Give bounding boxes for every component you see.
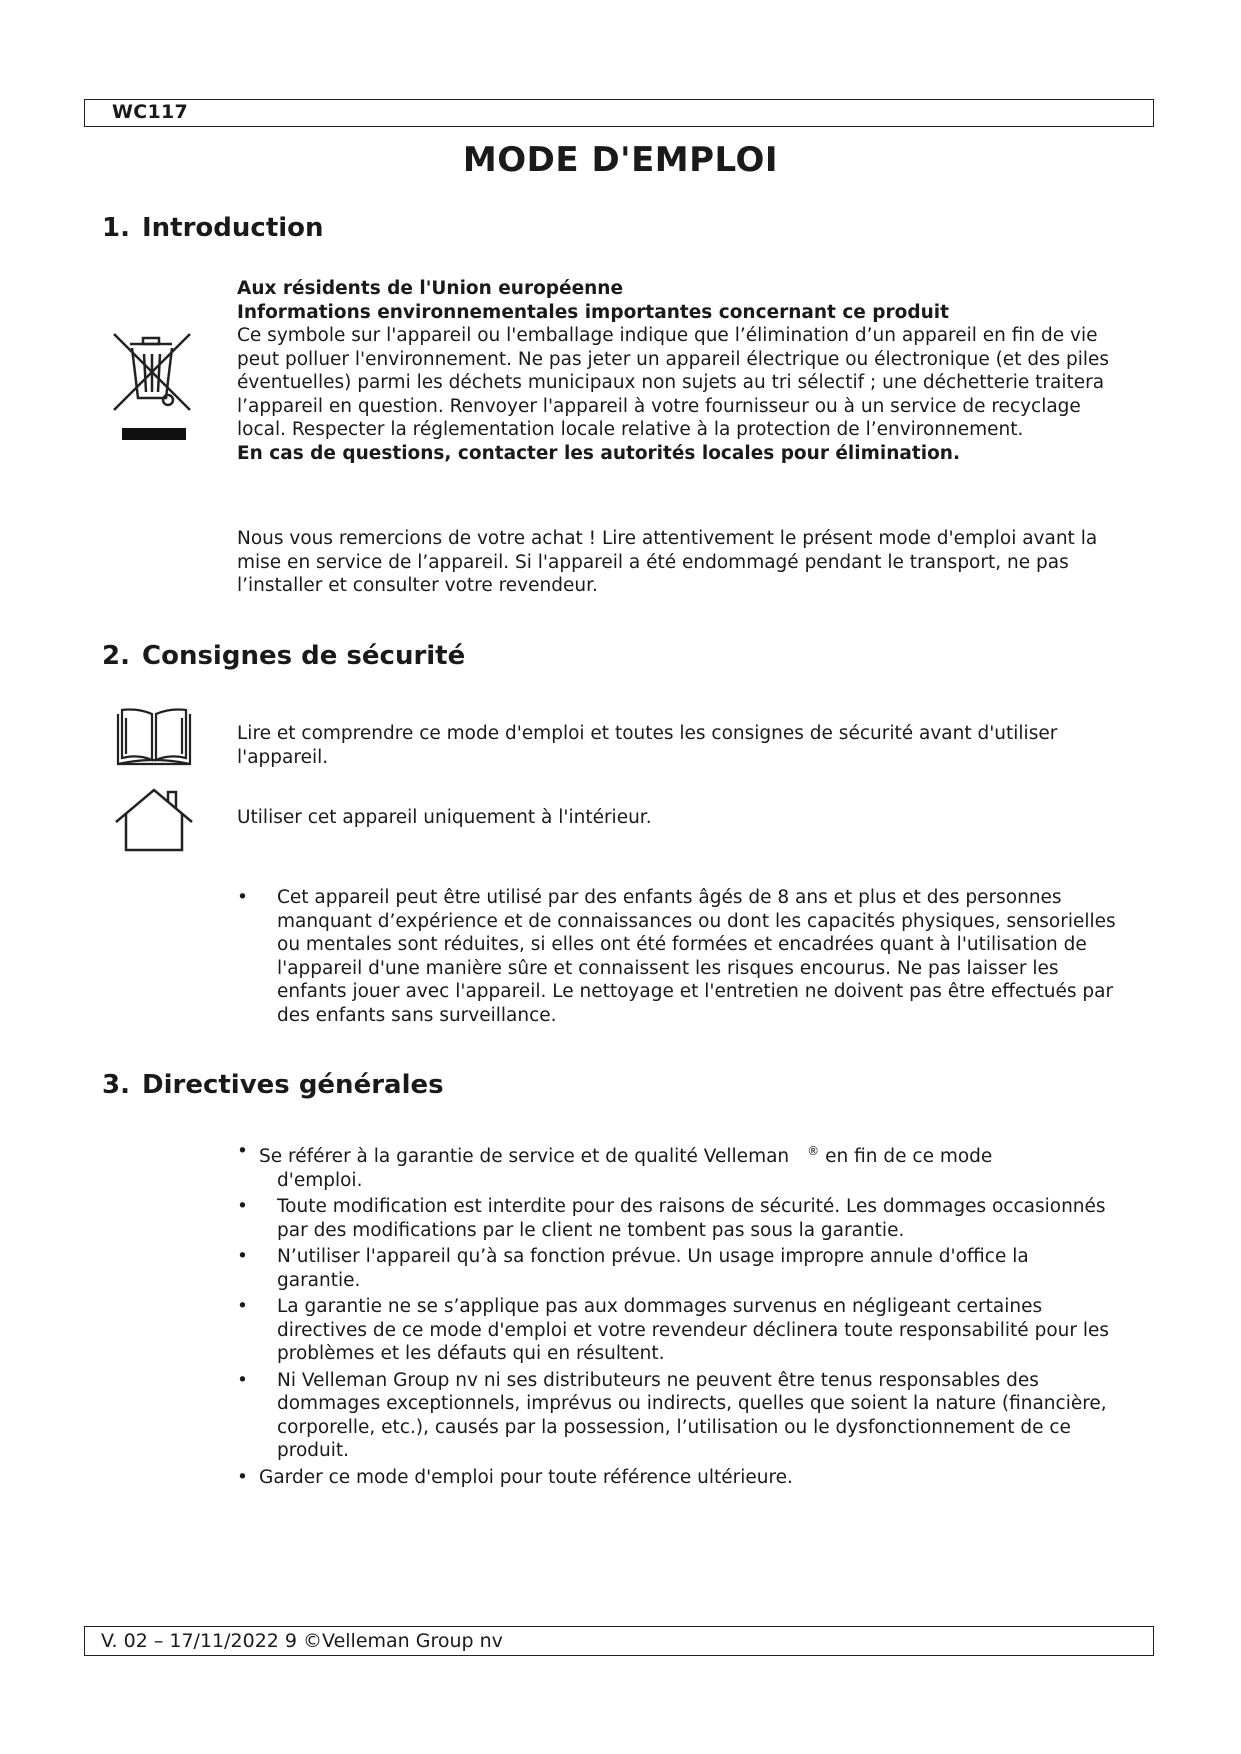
section-heading-general [102,1070,444,1100]
read-manual-text: Lire et comprendre ce mode d'emploi et toutes les consignes de sécurité avant d'utiliser l'appareil. [237,723,1058,768]
list-item [237,886,1117,1027]
indoor-house-icon [112,786,196,854]
section-heading-introduction [102,213,324,243]
bullet-icon: • [237,1141,248,1162]
page-title: MODE D'EMPLOI [462,140,779,180]
section-number: 2. [102,641,130,671]
bullet-icon: • [237,1196,248,1218]
list-item [237,1140,1117,1192]
bullet-icon: • [237,1466,248,1488]
bullet-icon: • [237,1246,248,1268]
keep-manual-text: Garder ce mode d'emploi pour toute référence ultérieure. [259,1466,793,1488]
thanks-text: Nous vous remercions de votre achat ! Lire attentivement le présent mode d'emploi avant la mise en service de l’appareil. Si l'appareil a été endommagé pendant le transport, ne pas l’installer et consulter votre revendeur. [237,528,1098,596]
guarantee-text-start: Se référer à la garantie de service et de qualité Velleman [259,1146,790,1168]
guarantee-text-end: en fin de ce mode [825,1146,993,1168]
model-code: WC117 [112,101,189,123]
bullet-icon: • [237,1369,248,1391]
section-number: 1. [102,213,130,243]
bullet-icon: • [237,1296,248,1318]
read-manual-paragraph [237,722,1117,769]
usage-text: N’utiliser l'appareil qu’à sa fonction prévue. Un usage impropre annule d'office la garantie. [277,1246,1029,1291]
list-item [237,1245,1117,1292]
eu-residents-title: Aux résidents de l'Union européenne [237,278,624,299]
section-title: Introduction [142,213,324,243]
questions-text: En cas de questions, contacter les autorités locales pour élimination. [237,442,960,464]
environment-text: Ce symbole sur l'appareil ou l'emballage indique que l’élimination d’un appareil en fin de vie peut polluer l'environnement. Ne pas jeter un appareil électrique ou électronique (et des piles éventuelles) parmi les déchets municipaux non sujets au tri sélectif ; une déchetterie traitera l’appareil en question. Renvoyer l'appareil à votre fournisseur ou à un service de recyclage local. Respecter la réglementation locale relative à la protection de l’environnement. [237,325,1110,440]
guarantee-text-continuation: d'emploi. [277,1169,363,1191]
general-bullet-list [237,1140,1117,1489]
indoor-text: Utiliser cet appareil uniquement à l'intérieur. [237,807,652,828]
modification-text: Toute modification est interdite pour des raisons de sécurité. Les dommages occasionnés par des modifications par le client ne tombent pas sous la garantie. [277,1196,1106,1241]
footer-text: V. 02 – 17/11/2022 9 ©Velleman Group nv [101,1630,503,1652]
list-item [237,1295,1117,1366]
section-heading-safety [102,641,465,671]
environment-info [237,277,1117,465]
indoor-paragraph [237,806,1117,830]
header-box [84,99,1154,127]
list-item [237,1369,1117,1463]
liability-text: Ni Velleman Group nv ni ses distributeurs ne peuvent être tenus responsables des dommages exceptionnels, imprévus ou indirects, quelles que soient la nature (financière, corporelle, etc.), causés par la possession, l’utilisation ou le dysfonctionnement de ce produit. [277,1369,1107,1462]
registered-mark: ® [807,1144,820,1158]
bullet-icon: • [237,887,248,908]
section-title: Directives générales [142,1070,444,1100]
list-item [237,1195,1117,1242]
weee-bin-icon [110,330,194,446]
section-title: Consignes de sécurité [142,641,466,671]
section-number: 3. [102,1070,130,1100]
children-text: Cet appareil peut être utilisé par des enfants âgés de 8 ans et plus et des personnes manquant d’expérience et de connaissances ou dont les capacités physiques, sensorielles ou mentales sont réduites, si elles ont été formées et encadrées quant à l'utilisation de l'appareil d'une manière sûre et connaissent les risques encourus. Ne pas laisser les enfants jouer avec l'appareil. Le nettoyage et l'entretien ne doivent pas être effectués par des enfants sans surveillance. [277,887,1116,1026]
thanks-paragraph [237,527,1117,598]
list-item [237,1466,1117,1490]
safety-bullet-list [237,886,1117,1027]
environment-title: Informations environnementales importantes concernant ce produit [237,301,949,323]
warranty-text: La garantie ne se s’applique pas aux dommages survenus en négligeant certaines directives de ce mode d'emploi et votre revendeur déclinera toute responsabilité pour les problèmes et les défauts qui en résultent. [277,1296,1110,1365]
read-manual-book-icon [114,706,194,768]
